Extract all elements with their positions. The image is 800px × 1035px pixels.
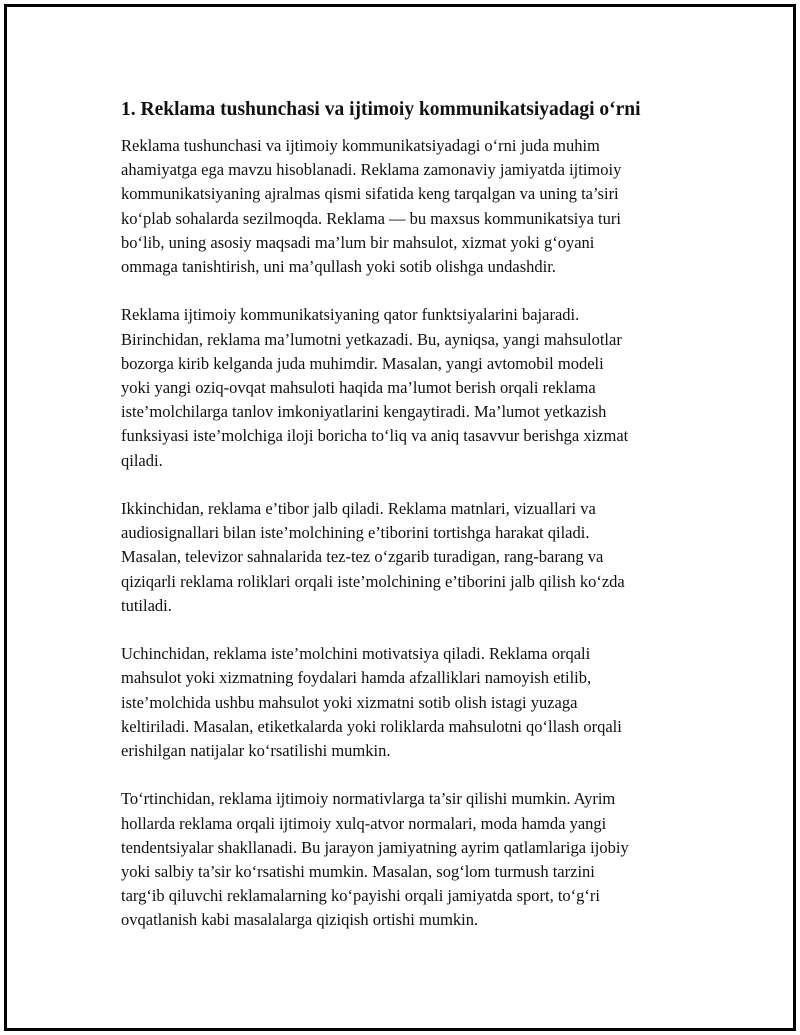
- paragraph-3: Ikkinchidan, reklama e’tibor jalb qiladi. Reklama matnlari, vizuallari va audiosignallari bilan iste’molchining e’tiborini tortishga harakat qiladi. Masalan, televizor sahnalarida tez-tez o‘zgarib turadigan, rang-barang va qiziqarli reklama roliklari orqali iste’molchining e’tiborini jalb qilish ko‘zda tutiladi.: [121, 499, 625, 615]
- document-body: [121, 97, 711, 933]
- paragraph-5: To‘rtinchidan, reklama ijtimoiy normativlarga ta’sir qilishi mumkin. Ayrim hollarda reklama orqali ijtimoiy xulq-atvor normalari, moda hamda yangi tendentsiyalar shakllanadi. Bu jarayon jamiyatning ayrim qatlamlariga ijobiy yoki salbiy ta’sir ko‘rsatishi mumkin. Masalan, sog‘lom turmush tarzini targ‘ib qiluvchi reklamalarning ko‘payishi orqali jamiyatda sport, to‘g‘ri ovqatlanish kabi masalalarga qiziqish ortishi mumkin.: [121, 789, 629, 930]
- page-frame: [4, 4, 796, 1031]
- paragraph-2: Reklama ijtimoiy kommunikatsiyaning qator funktsiyalarini bajaradi. Birinchidan, reklama ma’lumotni yetkazadi. Bu, ayniqsa, yangi mahsulotlar bozorga kirib kelganda juda muhimdir. Masalan, yangi avtomobil modeli yoki yangi oziq-ovqat mahsuloti haqida ma’lumot berish orqali reklama iste’molchilarga tanlov imkoniyatlarini kengaytiradi. Ma’lumot yetkazish funksiyasi iste’molchiga iloji boricha to‘liq va aniq tasavvur berishga xizmat qiladi.: [121, 305, 629, 470]
- paragraph-1: Reklama tushunchasi va ijtimoiy kommunikatsiyadagi o‘rni juda muhim ahamiyatga ega mavzu hisoblanadi. Reklama zamonaviy jamiyatda ijtimoiy kommunikatsiyaning ajralmas qismi sifatida keng tarqalgan va uning ta’siri ko‘plab sohalarda sezilmoqda. Reklama — bu maxsus kommunikatsiya turi bo‘lib, uning asosiy maqsadi ma’lum bir mahsulot, xizmat yoki g‘oyani ommaga tanishtirish, uni ma’qullash yoki sotib olishga undashdir.: [121, 136, 622, 277]
- paragraph-4: Uchinchidan, reklama iste’molchini motivatsiya qiladi. Reklama orqali mahsulot yoki xizmatning foydalari hamda afzalliklari namoyish etilib, iste’molchida ushbu mahsulot yoki xizmatni sotib olish istagi yuzaga keltiriladi. Masalan, etiketkalarda yoki roliklarda mahsulotni qo‘llash orqali erishilgan natijalar ko‘rsatilishi mumkin.: [121, 644, 622, 761]
- document-title: 1. Reklama tushunchasi va ijtimoiy kommunikatsiyadagi o‘rni: [121, 99, 641, 120]
